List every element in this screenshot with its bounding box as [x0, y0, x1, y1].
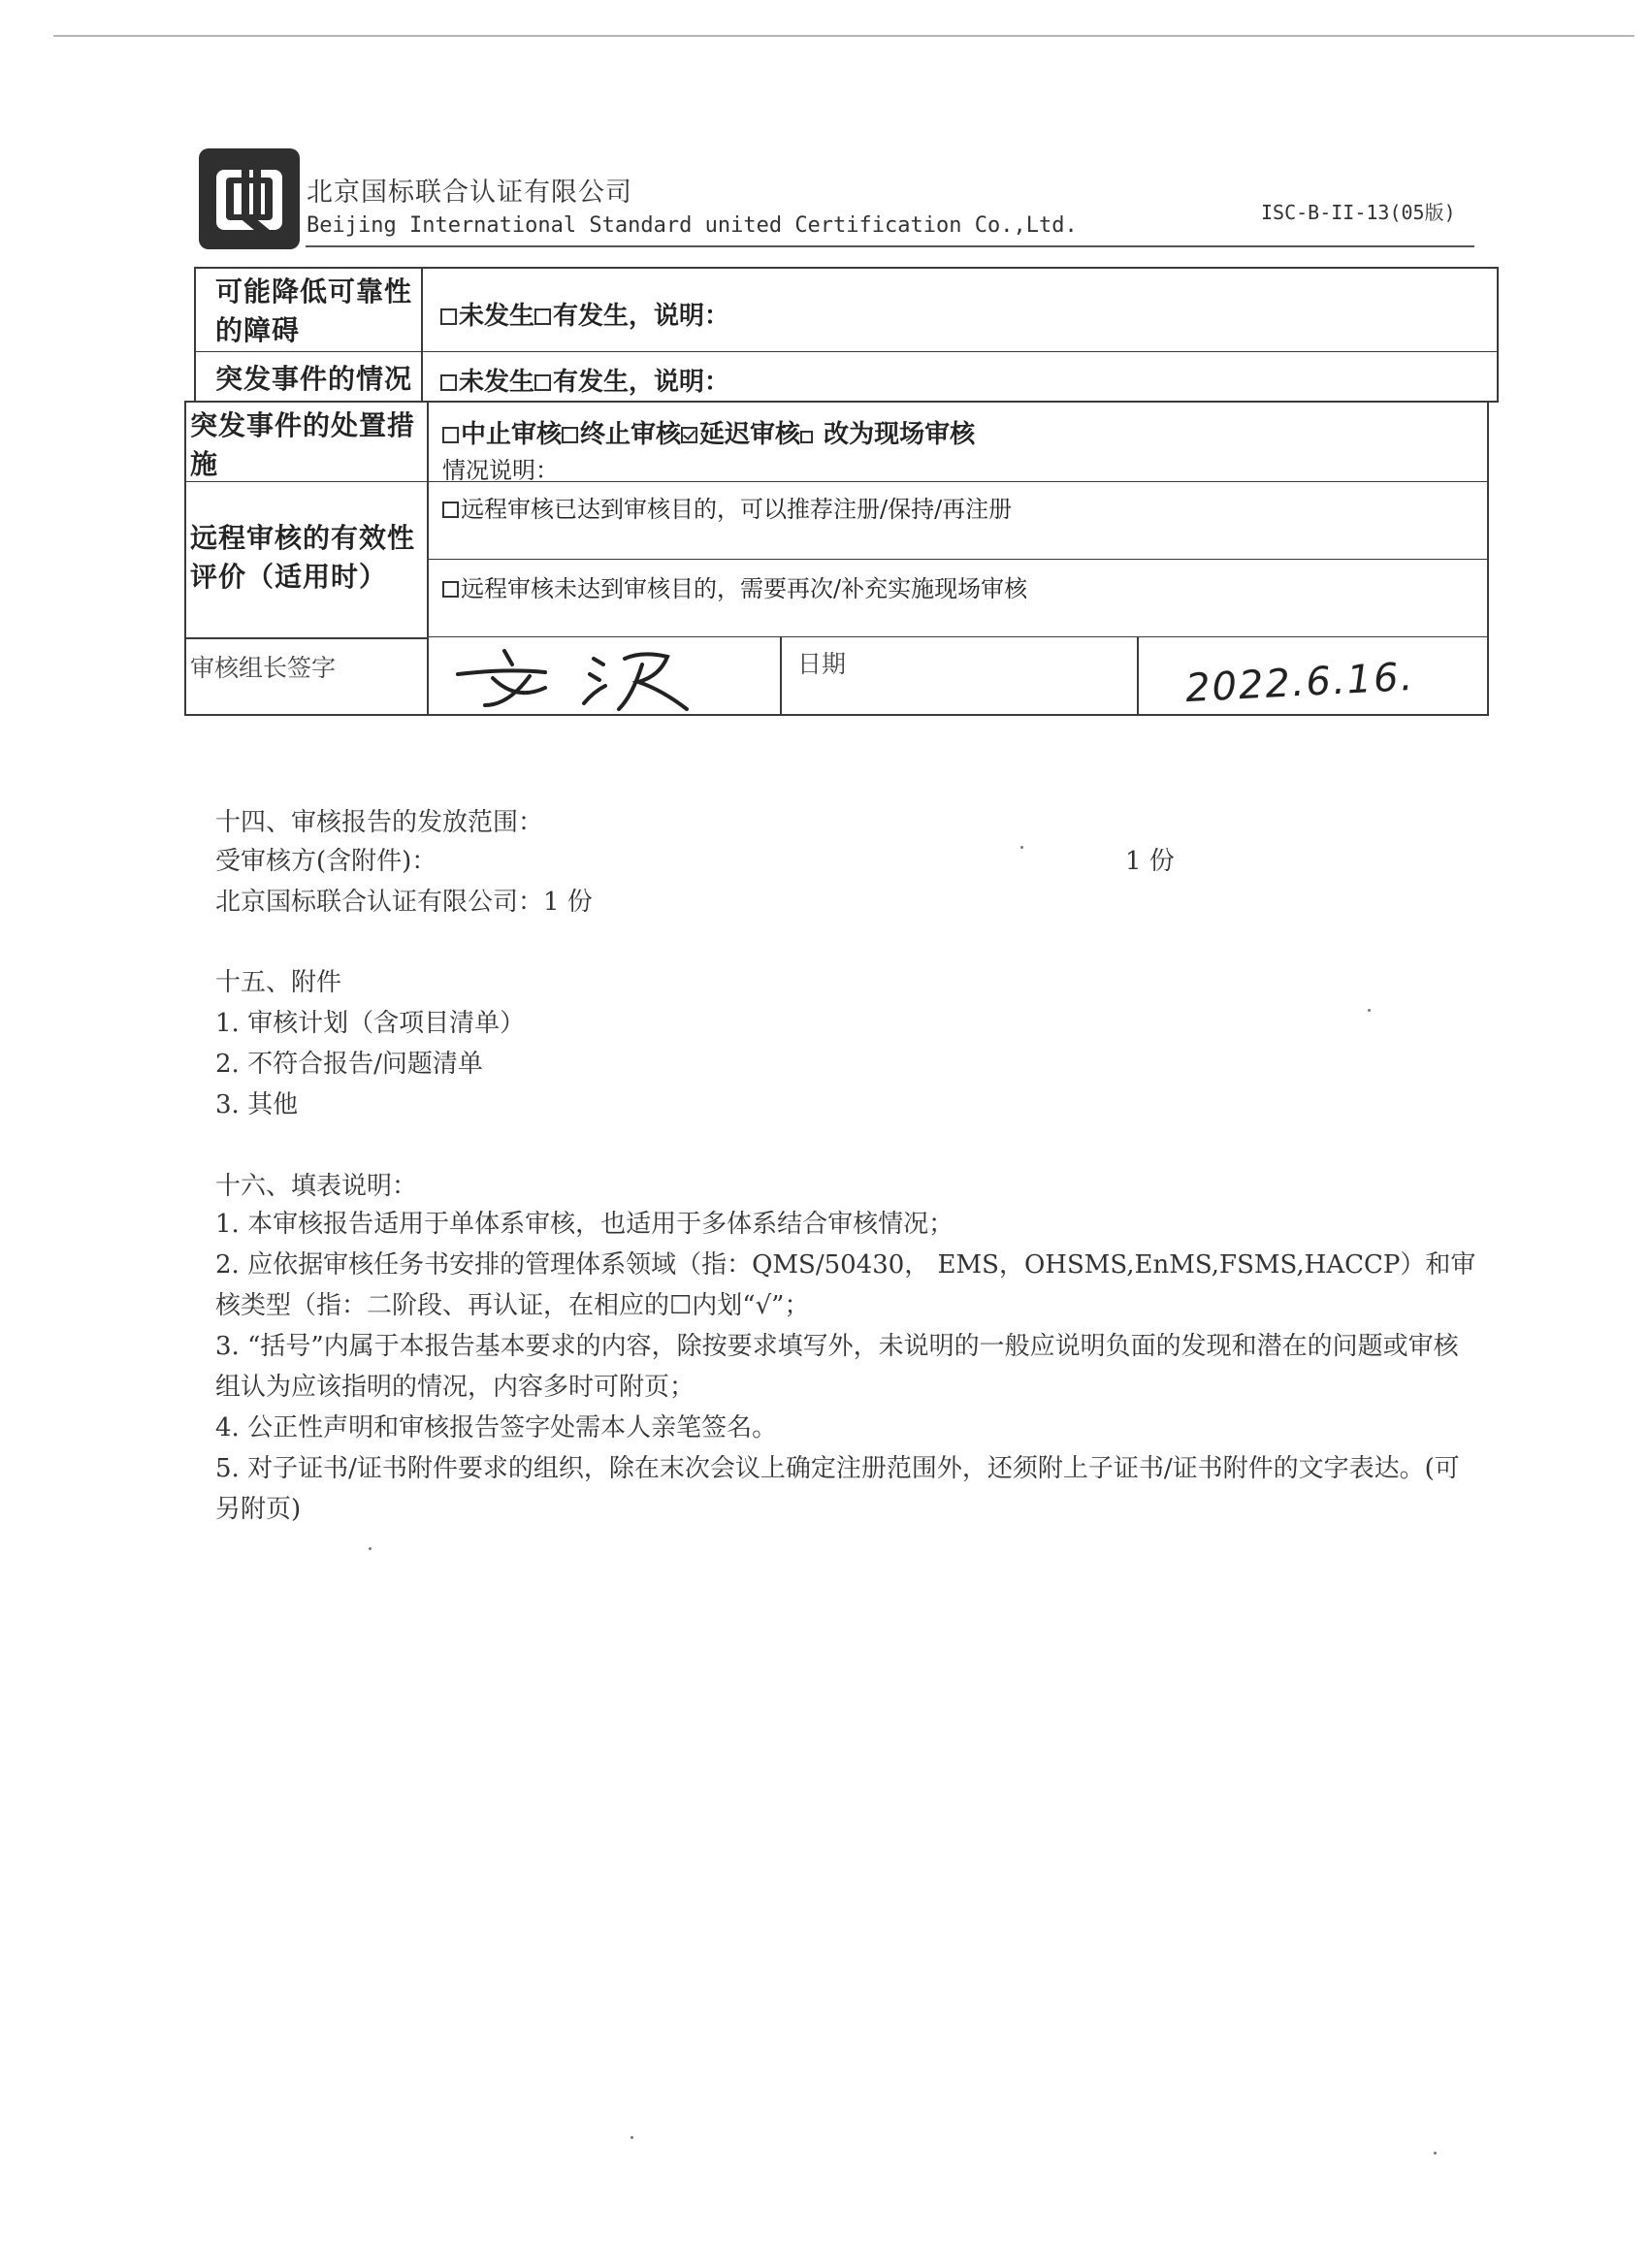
- disposal-options: 中止审核 终止审核 延迟审核 改为现场审核: [442, 414, 975, 450]
- checkbox-delay-checked[interactable]: [681, 427, 697, 443]
- checkbox-occurred[interactable]: [534, 374, 551, 391]
- checkbox-not-occurred[interactable]: [440, 374, 457, 391]
- date-label: 日期: [797, 650, 847, 678]
- evaluation-table: [184, 401, 1489, 716]
- checkbox-occurred[interactable]: [534, 308, 551, 325]
- scan-speck: [1368, 1009, 1371, 1012]
- section16-title: 十六、填表说明：: [215, 1172, 418, 1201]
- instruction-item: 4. 公正性声明和审核报告签字处需本人亲笔签名。: [215, 1413, 778, 1442]
- table-row: [427, 560, 1487, 637]
- checkbox-not-occurred[interactable]: [440, 308, 457, 325]
- company-name-en: Beijing International Standard united Certification Co.,Ltd.: [307, 213, 1078, 238]
- date-value-handwritten: 2022.6.16.: [1183, 654, 1416, 712]
- attachment-item: 1. 审核计划（含项目清单）: [215, 1009, 526, 1038]
- obstacle-table: [194, 267, 1499, 403]
- company-name-cn: 北京国标联合认证有限公司: [307, 178, 632, 208]
- scan-speck: [1434, 2152, 1437, 2155]
- row-label-validity: 远程审核的有效性评价（适用时）: [190, 522, 416, 593]
- checkbox-suspend[interactable]: [442, 427, 459, 443]
- checkbox-not-achieved[interactable]: [442, 581, 459, 598]
- instruction-item: 1. 本审核报告适用于单体系审核，也适用于多体系结合审核情况；: [215, 1210, 954, 1239]
- header-underline: [306, 245, 1474, 247]
- section14-company-copy: 北京国标联合认证有限公司：1 份: [215, 888, 593, 917]
- scan-speck: [1020, 846, 1023, 849]
- attachment-item: 3. 其他: [215, 1090, 299, 1119]
- section15-title: 十五、附件: [215, 968, 342, 997]
- section14-recipient: 受审核方(含附件)：: [215, 847, 437, 876]
- row-label-obstacle: 可能降低可靠性的障碍: [215, 275, 413, 346]
- attachment-item: 2. 不符合报告/问题清单: [215, 1050, 483, 1079]
- table-row: [427, 482, 1487, 560]
- table-row: [196, 269, 1497, 352]
- row-options-obstacle: 未发生 有发生，说明：: [440, 296, 729, 332]
- instruction-item: 2. 应依据审核任务书安排的管理体系领域（指：QMS/50430， EMS，OHSMS,EnMS,FSMS,HACCP）和审核类型（指：二阶段、再认证，在相应的☐内划“√”；: [215, 1250, 1476, 1320]
- table-row: [196, 352, 1497, 403]
- section14-recipient-count: 1 份: [1125, 847, 1175, 876]
- row-label-disposal: 突发事件的处置措施: [190, 409, 416, 480]
- validity-option-not-achieved: 远程审核未达到审核目的，需要再次/补充实施现场审核: [442, 569, 1027, 603]
- row-label-emergency: 突发事件的情况: [215, 363, 413, 395]
- scan-top-line: [53, 35, 1634, 37]
- section14-title: 十四、审核报告的发放范围：: [215, 808, 544, 837]
- handwritten-signature: [448, 645, 768, 715]
- scan-speck: [369, 1547, 372, 1550]
- company-logo: [199, 148, 300, 249]
- signature-label: 审核组长签字: [190, 654, 337, 682]
- table-row: [186, 639, 1487, 717]
- row-options-emergency: 未发生 有发生，说明：: [440, 362, 729, 398]
- checkbox-achieved[interactable]: [442, 502, 459, 518]
- checkbox-terminate[interactable]: [562, 427, 578, 443]
- validity-option-achieved: 远程审核已达到审核目的，可以推荐注册/保持/再注册: [442, 490, 1012, 524]
- scan-speck: [630, 2136, 633, 2139]
- disposal-note-label: 情况说明：: [442, 457, 559, 484]
- document-number: ISC-B-II-13(05版): [1261, 201, 1456, 224]
- checkbox-onsite[interactable]: [800, 431, 813, 443]
- instruction-item: 5. 对子证书/证书附件要求的组织，除在末次会议上确定注册范围外，还须附上子证书/证书附件的文字表达。(可另附页): [215, 1454, 1460, 1524]
- instruction-item: 3. “括号”内属于本报告基本要求的内容，除按要求填写外，未说明的一般应说明负面的发现和潜在的问题或审核组认为应该指明的情况，内容多时可附页；: [215, 1332, 1459, 1402]
- table-row: [186, 403, 1487, 482]
